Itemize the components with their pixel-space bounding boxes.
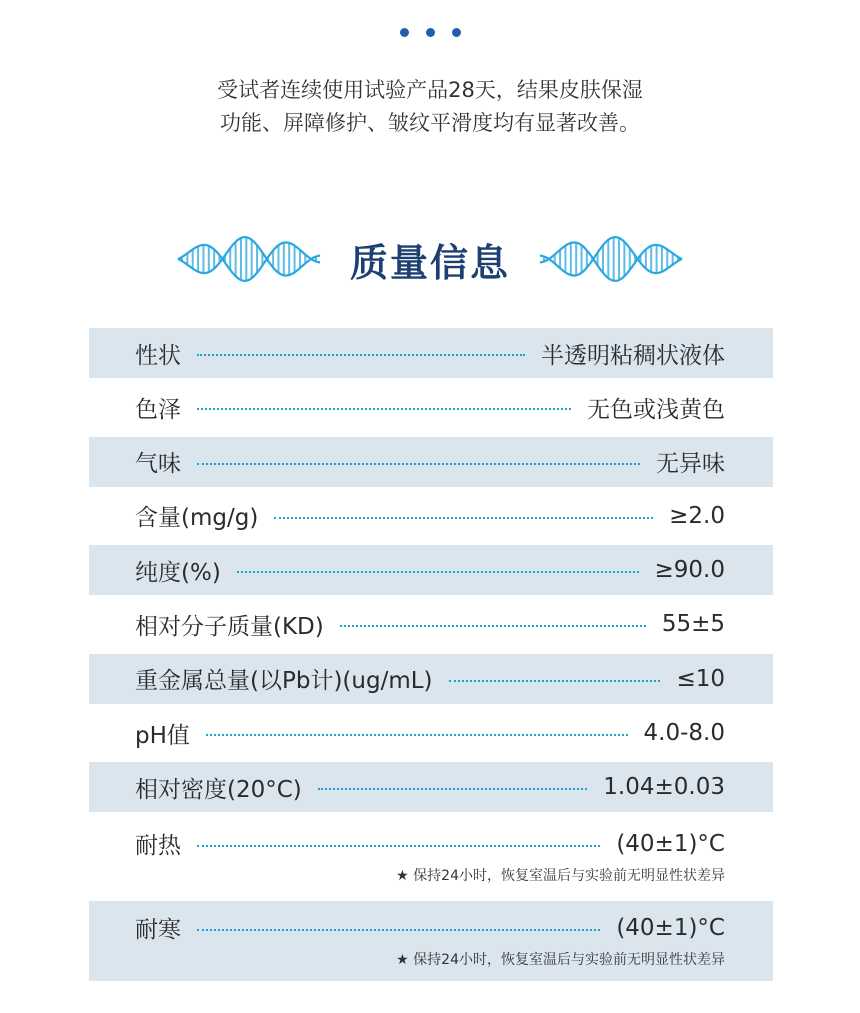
section-title: 质量信息 <box>349 240 510 285</box>
row-value: ≤10 <box>676 665 725 692</box>
table-row <box>89 491 773 541</box>
dotted-leader <box>340 625 646 627</box>
row-note: ★ 保持24小时，恢复室温后与实验前无明显性状差异 <box>396 867 725 884</box>
row-label: 气味 <box>135 451 181 478</box>
table-row <box>89 762 773 812</box>
row-label: 纯度(%) <box>135 559 221 586</box>
intro-line-2: 功能、屏障修护、皱纹平滑度均有显著改善。 <box>220 111 640 135</box>
row-note: ★ 保持24小时，恢复室温后与实验前无明显性状差异 <box>396 951 725 968</box>
dna-helix-icon <box>174 233 324 285</box>
dot-icon <box>426 28 435 37</box>
table-row <box>89 654 773 704</box>
dotted-leader <box>237 571 639 573</box>
dot-icon <box>400 28 409 37</box>
dotted-leader <box>197 354 525 356</box>
table-row <box>89 708 773 758</box>
row-value: 1.04±0.03 <box>603 774 725 801</box>
row-label: 色泽 <box>135 396 181 423</box>
row-label: 相对密度(20°C) <box>135 776 302 803</box>
row-label: 相对分子质量(KD) <box>135 613 324 640</box>
row-value: 无异味 <box>656 451 725 478</box>
pagination-dots <box>0 28 860 37</box>
row-value: 4.0-8.0 <box>643 720 725 747</box>
intro-line-1: 受试者连续使用试验产品28天，结果皮肤保湿 <box>217 78 643 102</box>
table-row <box>89 437 773 487</box>
section-heading <box>0 228 860 290</box>
table-row <box>89 328 773 378</box>
row-label: 耐热 <box>135 833 181 860</box>
table-row <box>89 817 773 897</box>
dotted-leader <box>197 929 600 931</box>
row-value: 半透明粘稠状液体 <box>541 342 725 369</box>
row-label: 性状 <box>135 342 181 369</box>
dotted-leader <box>274 517 653 519</box>
dotted-leader <box>197 845 600 847</box>
row-label: 重金属总量(以Pb计)(ug/mL) <box>135 668 433 695</box>
dotted-leader <box>197 408 571 410</box>
row-value: ≥90.0 <box>654 557 725 584</box>
row-value: ≥2.0 <box>669 502 725 529</box>
row-label: pH值 <box>135 722 190 749</box>
dotted-leader <box>197 463 640 465</box>
dotted-leader <box>449 680 661 682</box>
row-value: (40±1)°C <box>616 830 725 857</box>
row-label: 含量(mg/g) <box>135 505 259 532</box>
row-label: 耐寒 <box>135 917 181 944</box>
dot-icon <box>452 28 461 37</box>
table-row <box>89 599 773 649</box>
table-row <box>89 545 773 595</box>
intro-text <box>0 74 860 140</box>
quality-table <box>89 328 773 985</box>
table-row <box>89 901 773 981</box>
table-row <box>89 382 773 432</box>
row-value: 55±5 <box>661 611 725 638</box>
dna-helix-icon <box>536 233 686 285</box>
row-value: 无色或浅黄色 <box>587 396 725 423</box>
row-value: (40±1)°C <box>616 914 725 941</box>
dotted-leader <box>206 734 628 736</box>
dotted-leader <box>318 788 588 790</box>
